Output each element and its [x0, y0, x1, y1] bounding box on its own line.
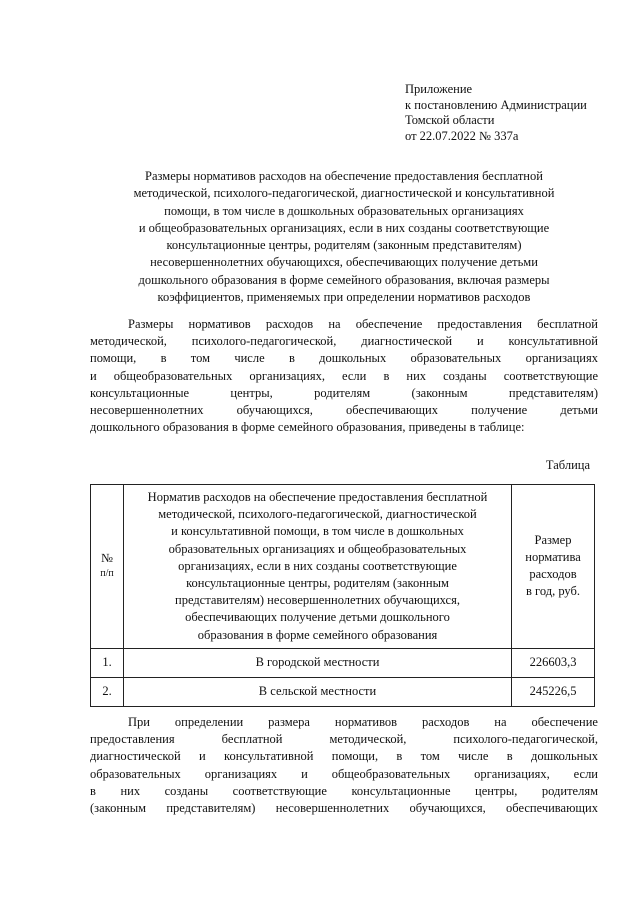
title-line: Размеры нормативов расходов на обеспечение предоставления бесплатной: [145, 169, 543, 183]
table-row: [91, 648, 595, 677]
table-row: [91, 677, 595, 706]
norms-table: [90, 484, 595, 707]
paragraph-line: консультационные центры, родителям (законным представителям): [90, 385, 598, 400]
paragraph-line: диагностической и консультативной помощи, в том числе в дошкольных: [90, 749, 598, 764]
table-header-row: [91, 485, 595, 649]
title-line: помощи, в том числе в дошкольных образовательных организациях: [164, 203, 524, 218]
appendix-line: к постановлению Администрации: [405, 97, 587, 112]
paragraph-line: Размеры нормативов расходов на обеспечение предоставления бесплатной: [128, 317, 598, 331]
title-line: и общеобразовательных организациях, если в них созданы соответствующие: [138, 220, 550, 235]
paragraph-line: помощи, в том числе в дошкольных образовательных организациях: [90, 351, 598, 366]
title-line: коэффициентов, применяемых при определении нормативов расходов: [157, 290, 531, 305]
row-number: 2.: [91, 677, 124, 706]
appendix-line: от 22.07.2022 № 337а: [405, 128, 519, 143]
document-title: [90, 168, 598, 306]
title-line: консультационные центры, родителям (законным представителям): [166, 238, 522, 253]
paragraph-line: и общеобразовательных организациях, если в них созданы соответствующие: [90, 368, 598, 383]
paragraph-line: образовательных организациях и общеобразовательных организациях, если: [90, 766, 598, 781]
title-line: несовершеннолетних обучающихся, обеспечивающих получение детьми: [150, 255, 538, 270]
appendix-line: Томской области: [405, 113, 495, 127]
row-number: 1.: [91, 648, 124, 677]
closing-paragraph: [90, 714, 598, 817]
appendix-block: [405, 82, 615, 144]
header-size: Размер норматива расходов в год, руб.: [512, 485, 595, 649]
paragraph-line: дошкольного образования в форме семейного образования, приведены в таблице:: [90, 420, 525, 435]
header-description: Норматив расходов на обеспечение предоставления бесплатной методической, психолого-педагогической, диагностической и консультативной помощи, в том числе в дошкольных образовательных организациях и общеобразовательных организациях, если в них созданы соответствующие консультационные центры, родителям (законным представителям) несовершеннолетних обучающихся, обеспечивающих получение детьми дошкольного образования в форме семейного образования: [124, 485, 512, 649]
title-line: дошкольного образования в форме семейного образования, включая размеры: [138, 272, 550, 287]
appendix-line: Приложение: [405, 82, 473, 96]
paragraph-line: предоставления бесплатной методической, психолого-педагогической,: [90, 732, 598, 747]
row-value: 245226,5: [512, 677, 595, 706]
table-label: Таблица: [545, 458, 590, 472]
header-number: № п/п: [91, 485, 124, 649]
paragraph-line: несовершеннолетних обучающихся, обеспечивающих получение детьми: [90, 402, 598, 417]
paragraph-line: в них созданы соответствующие консультационные центры, родителям: [90, 783, 598, 798]
paragraph-line: (законным представителям) несовершеннолетних обучающихся, обеспечивающих: [90, 800, 598, 815]
row-value: 226603,3: [512, 648, 595, 677]
title-line: методической, психолого-педагогической, диагностической и консультативной: [133, 186, 555, 201]
paragraph-line: При определении размера нормативов расходов на обеспечение: [128, 715, 598, 729]
row-description: В сельской местности: [124, 677, 512, 706]
row-description: В городской местности: [124, 648, 512, 677]
paragraph-line: методической, психолого-педагогической, диагностической и консультативной: [90, 334, 598, 349]
intro-paragraph: [90, 316, 598, 436]
